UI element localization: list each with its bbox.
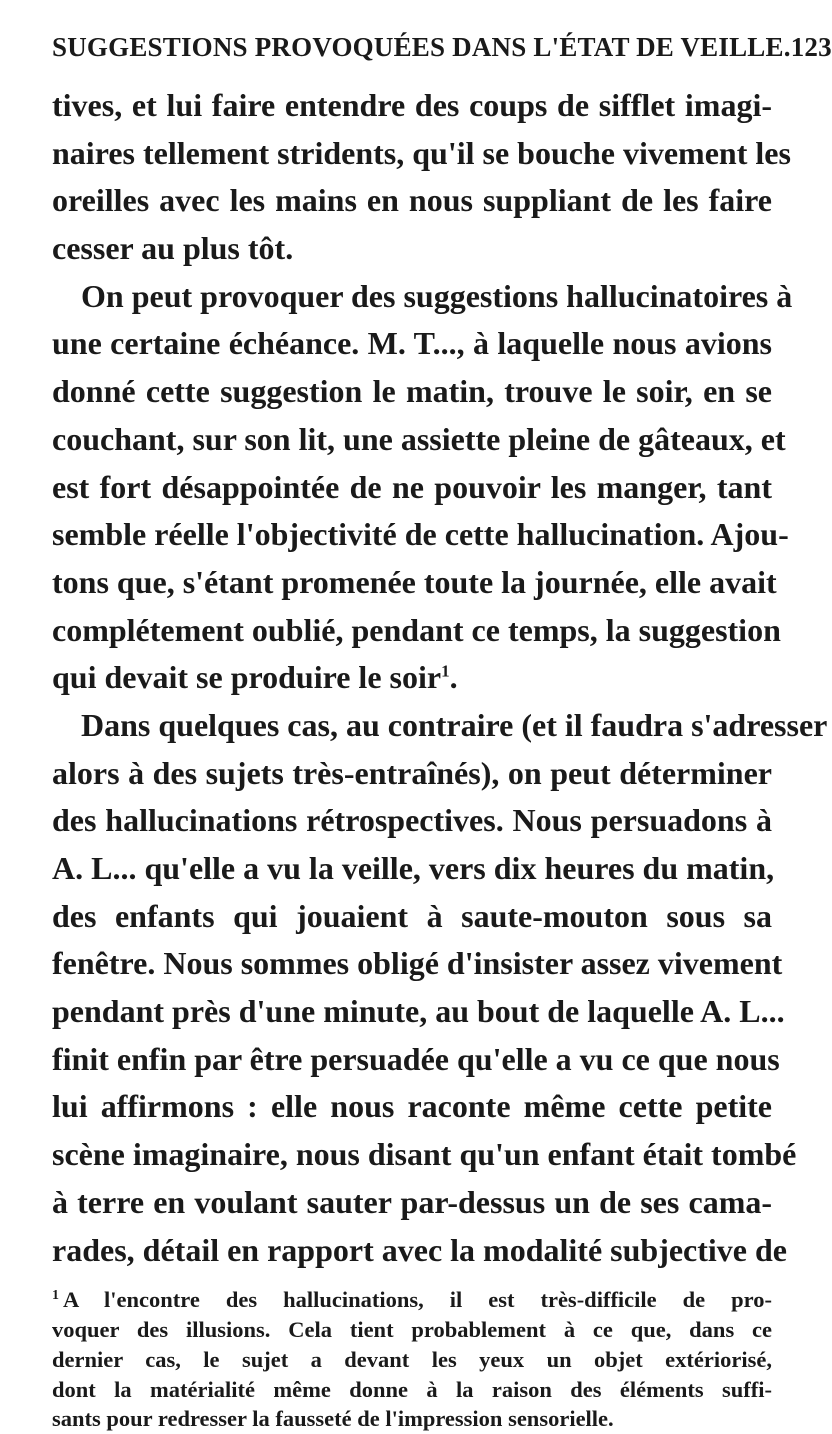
footnote-line: dernier cas, le sujet a devant les yeux un objet extériorisé, (52, 1346, 772, 1372)
book-page (52, 32, 832, 1434)
body-text (52, 82, 828, 1274)
text-line: des hallucinations rétrospectives. Nous persuadons à (52, 802, 772, 839)
text-line: tons que, s'étant promenée toute la journée, elle avait (52, 563, 777, 600)
text-line: scène imaginaire, nous disant qu'un enfant était tombé (52, 1136, 797, 1173)
footnote-line-text: A l'encontre des hallucinations, il est très-difficile de pro- (63, 1287, 772, 1313)
text-line: naires tellement stridents, qu'il se bouche vivement les (52, 134, 791, 171)
footnote-marker: 1 (52, 1287, 59, 1303)
text-line-with-footnote-ref (52, 654, 772, 702)
text-line: des enfants qui jouaient à saute-mouton sous sa (52, 897, 772, 934)
footnote (52, 1285, 772, 1434)
text-line: tives, et lui faire entendre des coups de sifflet imagi- (52, 87, 772, 123)
page-number: 123 (790, 32, 832, 62)
running-head (52, 32, 832, 72)
text-line: couchant, sur son lit, une assiette pleine de gâteaux, et (52, 420, 786, 457)
text-line: fenêtre. Nous sommes obligé d'insister assez vivement (52, 945, 783, 982)
footnote-line: sants pour redresser la fausseté de l'impression sensorielle. (52, 1406, 614, 1432)
footnote-line: voquer des illusions. Cela tient probablement à ce que, dans ce (52, 1316, 772, 1342)
text-line: donné cette suggestion le matin, trouve le soir, en se (52, 373, 772, 410)
footnote-line: dont la matérialité même donne à la raison des éléments suffi- (52, 1376, 772, 1402)
text-line: à terre en voulant sauter par-dessus un de ses cama- (52, 1183, 772, 1220)
text-line: rades, détail en rapport avec la modalité subjective de (52, 1231, 787, 1268)
text-line: semble réelle l'objectivité de cette hallucination. Ajou- (52, 516, 789, 553)
text-line: A. L... qu'elle a vu la veille, vers dix heures du matin, (52, 850, 775, 886)
text-line-content: qui devait se produire le soir (52, 659, 442, 696)
footnote-line (52, 1285, 772, 1315)
paragraph-start-line: On peut provoquer des suggestions hallucinatoires à (81, 277, 793, 314)
text-line: une certaine échéance. M. T..., à laquelle nous avions (52, 325, 772, 362)
text-line: alors à des sujets très-entraînés), on peut déterminer (52, 754, 772, 791)
footnote-reference: 1 (441, 661, 450, 681)
text-line: pendant près d'une minute, au bout de laquelle A. L... (52, 993, 785, 1030)
text-line: est fort désappointée de ne pouvoir les manger, tant (52, 468, 772, 505)
text-line: cesser au plus tôt. (52, 230, 294, 267)
text-line: complétement oublié, pendant ce temps, la suggestion (52, 611, 781, 648)
text-line: oreilles avec les mains en nous suppliant de les faire (52, 182, 772, 219)
paragraph-start-line: Dans quelques cas, au contraire (et il faudra s'adresser (81, 706, 828, 743)
text-line: finit enfin par être persuadée qu'elle a vu ce que nous (52, 1040, 780, 1077)
text-line: lui affirmons : elle nous raconte même cette petite (52, 1088, 772, 1125)
line-end-punctuation: . (449, 659, 458, 696)
running-head-title: SUGGESTIONS PROVOQUÉES DANS L'ÉTAT DE VEILLE. (52, 32, 791, 62)
